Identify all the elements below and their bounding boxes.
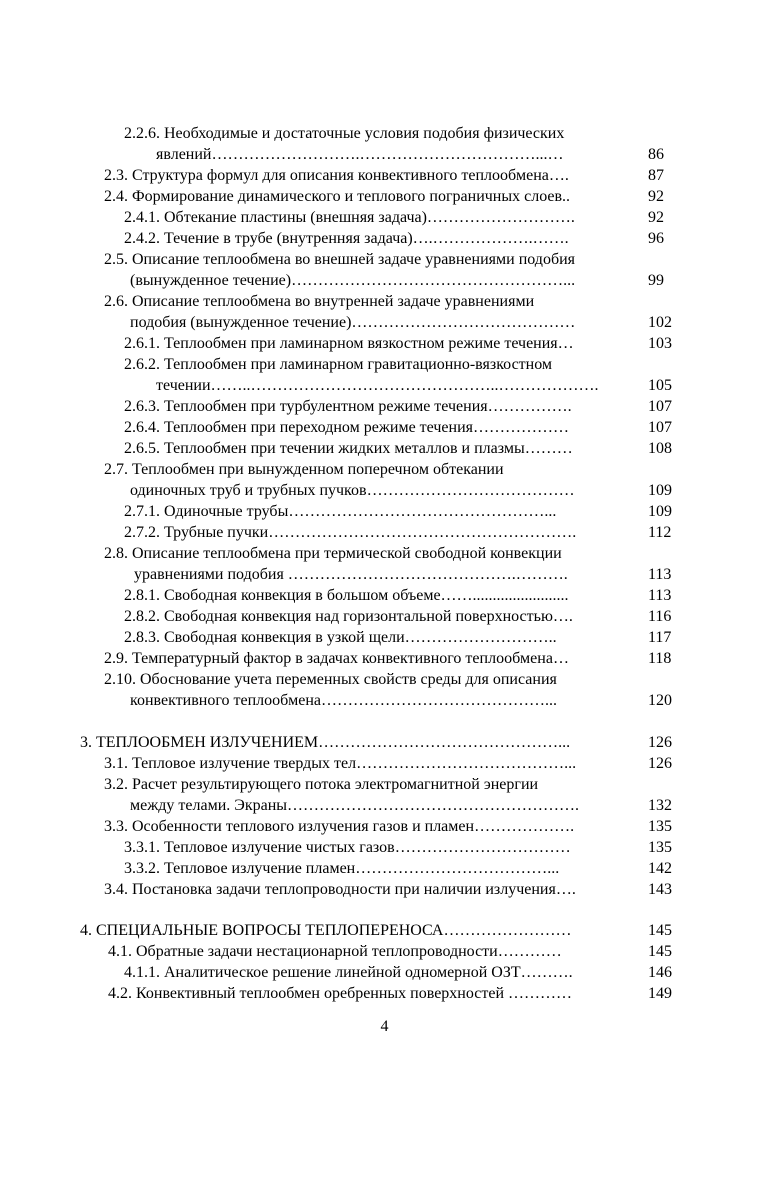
toc-line (0, 396, 769, 417)
toc-line (0, 333, 769, 354)
toc-entry-page: 117 (648, 629, 672, 646)
toc-entry-text: 3.3.2. Тепловое излучение пламен………………………………... (124, 860, 560, 877)
toc-entry-page: 149 (648, 985, 672, 1002)
toc-entry-page: 142 (648, 860, 672, 877)
toc-entry-page: 99 (648, 272, 664, 289)
toc-entry-text: течении……..………………………………………..………………. (156, 377, 599, 394)
toc-entry-text: 2.8. Описание теплообмена при термической свободной конвекции (104, 545, 562, 562)
toc-entry-page: 87 (648, 167, 664, 184)
toc-entry-page: 107 (648, 419, 672, 436)
toc-entry-text: 3.3.1. Тепловое излучение чистых газов…………………………… (124, 839, 571, 856)
toc-entry-page: 102 (648, 314, 672, 331)
toc-entry-text: (вынужденное течение)……………………………………………... (130, 272, 576, 289)
toc-entry-page: 132 (648, 797, 672, 814)
toc-entry-text: 4.1. Обратные задачи нестационарной теплопроводности………… (108, 943, 562, 960)
toc-line (0, 459, 769, 480)
toc-entry-text: между телами. Экраны………………………………………………. (130, 797, 580, 814)
toc-line (0, 312, 769, 333)
toc-line (0, 375, 769, 396)
toc-line (0, 858, 769, 879)
toc-entry-page: 107 (648, 398, 672, 415)
toc-line (0, 627, 769, 648)
toc-line (0, 585, 769, 606)
toc-entry-text: 2.6.5. Теплообмен при течении жидких металлов и плазмы……… (124, 440, 573, 457)
toc-line (0, 753, 769, 774)
toc-entry-page: 113 (648, 587, 672, 604)
toc-entry-page: 145 (648, 943, 672, 960)
toc-line (0, 438, 769, 459)
toc-entry-text: одиночных труб и трубных пучков………………………………… (130, 482, 575, 499)
toc-line (0, 354, 769, 375)
toc-entry-page: 120 (648, 692, 672, 709)
toc-entry-text: 2.4.1. Обтекание пластины (внешняя задача)………………………. (124, 209, 575, 226)
toc-entry-page: 109 (648, 503, 672, 520)
toc-entry-page: 126 (648, 755, 672, 772)
toc-entry-page: 126 (648, 734, 672, 751)
toc-line (0, 983, 769, 1004)
toc-entry-page: 103 (648, 335, 672, 352)
toc-line (0, 774, 769, 795)
toc-entry-text: 2.8.2. Свободная конвекция над горизонтальной поверхностью…. (124, 608, 573, 625)
toc-line (0, 837, 769, 858)
toc-entry-text: явлений……………………….……………………………...… (156, 146, 564, 163)
page-number: 4 (380, 1018, 389, 1035)
toc-line (0, 291, 769, 312)
toc-line (0, 606, 769, 627)
toc-line (0, 879, 769, 900)
toc-entry-text: 3.3. Особенности теплового излучения газов и пламен………………. (104, 818, 575, 835)
toc-entry-text: 2.6. Описание теплообмена во внутренней задаче уравнениями (104, 293, 535, 310)
toc-line (0, 480, 769, 501)
toc-entry-text: уравнениями подобия …………………………………….………. (134, 566, 568, 583)
toc-entry-page: 108 (648, 440, 672, 457)
toc-line (0, 816, 769, 837)
toc-entry-page: 109 (648, 482, 672, 499)
toc-entry-page: 112 (648, 524, 672, 541)
toc-entry-page: 135 (648, 839, 672, 856)
toc-entry-text: 2.7.1. Одиночные трубы…………………………………………... (124, 503, 557, 520)
toc-entry-page: 96 (648, 230, 664, 247)
toc-entry-text: 2.6.4. Теплообмен при переходном режиме течения……………… (124, 419, 569, 436)
toc-entry-page: 143 (648, 881, 672, 898)
toc-line (0, 270, 769, 291)
toc-line (0, 228, 769, 249)
toc-line (0, 795, 769, 816)
toc-entry-page: 135 (648, 818, 672, 835)
toc-line (0, 564, 769, 585)
toc-line (0, 669, 769, 690)
toc-entry-text: 2.7. Теплообмен при вынужденном поперечном обтекании (104, 461, 504, 478)
toc-entry-text: 2.6.2. Теплообмен при ламинарном гравитационно-вязкостном (124, 356, 553, 373)
toc-line (0, 543, 769, 564)
toc-line (0, 941, 769, 962)
toc-entry-text: 2.6.3. Теплообмен при турбулентном режиме течения……………. (124, 398, 572, 415)
toc-entry-page: 86 (648, 146, 664, 163)
toc-line (0, 920, 769, 941)
toc-entry-text: 2.8.3. Свободная конвекция в узкой щели……………………….. (124, 629, 557, 646)
toc-entry-text: 2.10. Обоснование учета переменных свойств среды для описания (104, 671, 557, 688)
toc-entry-text: 3.4. Постановка задачи теплопроводности при наличии излучения…. (104, 881, 576, 898)
toc-entry-page: 146 (648, 964, 672, 981)
toc-entry-text: 2.3. Структура формул для описания конвективного теплообмена…. (104, 167, 569, 184)
toc-entry-text: 2.8.1. Свободная конвекция в большом объеме……........................ (124, 587, 569, 604)
toc-line (0, 186, 769, 207)
toc-line (0, 249, 769, 270)
toc-line (0, 501, 769, 522)
toc-entry-text: 3.2. Расчет результирующего потока электромагнитной энергии (104, 776, 539, 793)
toc-entry-text: 2.5. Описание теплообмена во внешней задаче уравнениями подобия (104, 251, 575, 268)
toc-entry-text: 2.6.1. Теплообмен при ламинарном вязкостном режиме течения… (124, 335, 574, 352)
toc-entry-text: 2.4.2. Течение в трубе (внутренняя задача)….……………….……. (124, 230, 569, 247)
toc-entry-page: 105 (648, 377, 672, 394)
toc-entry-text: 2.4. Формирование динамического и теплового пограничных слоев.. (104, 188, 571, 205)
toc-entry-text: 2.2.6. Необходимые и достаточные условия подобия физических (124, 125, 565, 142)
toc-entry-text: 3. ТЕПЛООБМЕН ИЗЛУЧЕНИЕМ………………………………………... (80, 734, 571, 751)
toc-line (0, 165, 769, 186)
toc-entry-text: 3.1. Тепловое излучение твердых тел…………………………………... (104, 755, 577, 772)
toc-line (0, 144, 769, 165)
toc-line (0, 207, 769, 228)
toc-entry-text: конвективного теплообмена……………………………………... (130, 692, 557, 709)
toc-entry-page: 92 (648, 188, 664, 205)
toc-line (0, 522, 769, 543)
toc-line (0, 123, 769, 144)
toc-entry-text: 4.2. Конвективный теплообмен оребренных поверхностей ………… (108, 985, 573, 1002)
toc-entry-text: 4. СПЕЦИАЛЬНЫЕ ВОПРОСЫ ТЕПЛОПЕРЕНОСА…………………… (80, 922, 572, 939)
toc-entry-page: 116 (648, 608, 672, 625)
toc-entry-text: подобия (вынужденное течение)…………………………………… (130, 314, 576, 331)
toc-entry-page: 118 (648, 650, 672, 667)
toc-entry-text: 2.7.2. Трубные пучки…………………………………………………. (124, 524, 577, 541)
toc-entry-page: 92 (648, 209, 664, 226)
toc-line (0, 732, 769, 753)
toc-line (0, 417, 769, 438)
toc-entry-page: 113 (648, 566, 672, 583)
toc-entry-page: 145 (648, 922, 672, 939)
toc-line (0, 648, 769, 669)
toc-entry-text: 4.1.1. Аналитическое решение линейной одномерной ОЗТ………. (124, 964, 573, 981)
toc-line (0, 962, 769, 983)
toc-entry-text: 2.9. Температурный фактор в задачах конвективного теплообмена… (104, 650, 569, 667)
toc-line (0, 690, 769, 711)
